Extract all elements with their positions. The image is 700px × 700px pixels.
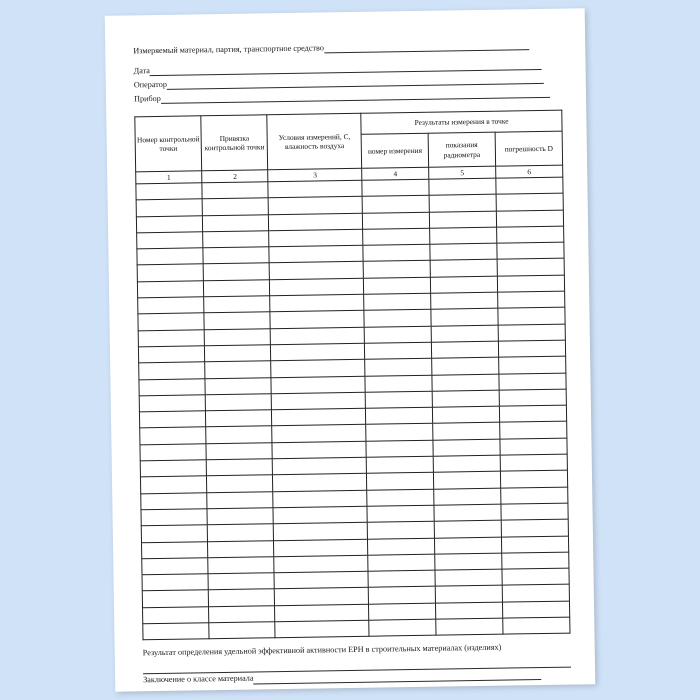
table-cell[interactable] (205, 394, 271, 411)
table-cell[interactable] (272, 408, 366, 426)
table-cell[interactable] (500, 470, 567, 487)
table-cell[interactable] (270, 311, 364, 329)
table-cell[interactable] (138, 313, 204, 330)
table-cell[interactable] (271, 376, 365, 394)
field-material-label: Измеряемый материал, партия, транспортное средство (133, 43, 324, 56)
table-cell[interactable] (268, 197, 362, 215)
table-cell[interactable] (203, 263, 269, 280)
column-header-point-reference: Привязка контрольной точки (201, 115, 268, 171)
table-cell[interactable] (432, 357, 499, 374)
column-number-3: 3 (268, 168, 362, 181)
table-cell[interactable] (499, 405, 566, 422)
table-cell[interactable] (137, 248, 203, 265)
column-header-radiometer-reading: показания радиометра (428, 133, 496, 168)
table-cell[interactable] (501, 503, 568, 520)
table-cell[interactable] (205, 361, 271, 378)
table-cell[interactable] (362, 179, 429, 196)
table-cell[interactable] (431, 292, 498, 309)
table-cell[interactable] (141, 525, 207, 542)
table-cell[interactable] (364, 293, 431, 310)
table-cell[interactable] (274, 555, 368, 573)
table-cell[interactable] (498, 291, 565, 308)
table-cell[interactable] (501, 519, 568, 536)
field-date-label: Дата (133, 66, 150, 76)
table-cell[interactable] (366, 440, 433, 457)
table-cell[interactable] (502, 585, 569, 602)
table-cell[interactable] (368, 570, 435, 587)
table-cell[interactable] (270, 327, 364, 345)
table-cell[interactable] (434, 504, 501, 521)
table-cell[interactable] (139, 362, 205, 379)
table-cell[interactable] (206, 410, 272, 427)
table-cell[interactable] (500, 422, 567, 439)
column-header-error-d: погрешность D (495, 132, 563, 167)
table-cell[interactable] (496, 193, 563, 210)
table-cell[interactable] (434, 537, 501, 554)
table-cell[interactable] (142, 574, 208, 591)
table-cell[interactable] (364, 277, 431, 294)
table-cell[interactable] (496, 177, 563, 194)
table-cell[interactable] (274, 539, 368, 557)
document-page (105, 8, 596, 691)
table-cell[interactable] (433, 423, 500, 440)
table-cell[interactable] (432, 390, 499, 407)
table-cell[interactable] (273, 457, 367, 475)
table-cell[interactable] (136, 183, 202, 200)
table-cell[interactable] (369, 587, 436, 604)
table-cell[interactable] (269, 229, 363, 247)
table-cell[interactable] (430, 276, 497, 293)
table-cell[interactable] (275, 588, 369, 606)
table-cell[interactable] (433, 439, 500, 456)
table-cell[interactable] (136, 199, 202, 216)
table-cell[interactable] (501, 536, 568, 553)
table-cell[interactable] (432, 406, 499, 423)
table-cell[interactable] (206, 459, 272, 476)
table-cell[interactable] (435, 602, 502, 619)
table-cell[interactable] (364, 326, 431, 343)
table-cell[interactable] (208, 540, 274, 557)
table-cell[interactable] (499, 389, 566, 406)
table-cell[interactable] (137, 281, 203, 298)
table-cell[interactable] (143, 606, 209, 623)
table-cell[interactable] (497, 259, 564, 276)
table-cell[interactable] (271, 360, 365, 378)
table-cell[interactable] (206, 426, 272, 443)
table-cell[interactable] (270, 294, 364, 312)
table-cell[interactable] (204, 312, 270, 329)
table-cell[interactable] (430, 243, 497, 260)
table-cell[interactable] (363, 228, 430, 245)
field-device-label: Прибор (133, 93, 161, 104)
footer-conclusion-input[interactable] (253, 671, 541, 685)
table-cell[interactable] (436, 618, 503, 635)
table-cell[interactable] (207, 508, 273, 525)
table-cell[interactable] (274, 571, 368, 589)
table-cell[interactable] (142, 558, 208, 575)
table-cell[interactable] (138, 329, 204, 346)
table-cell[interactable] (434, 488, 501, 505)
table-cell[interactable] (139, 378, 205, 395)
table-cell[interactable] (429, 211, 496, 228)
table-cell[interactable] (499, 356, 566, 373)
table-cell[interactable] (503, 617, 570, 634)
field-operator-label: Оператор (133, 79, 167, 90)
table-cell[interactable] (433, 455, 500, 472)
page-content (133, 39, 571, 685)
table-cell[interactable] (209, 622, 275, 639)
table-cell[interactable] (367, 521, 434, 538)
table-cell[interactable] (140, 427, 206, 444)
table-cell[interactable] (365, 358, 432, 375)
table-cell[interactable] (429, 194, 496, 211)
table-cell[interactable] (502, 568, 569, 585)
document-footer (143, 641, 572, 687)
table-cell[interactable] (496, 210, 563, 227)
table-cell[interactable] (498, 324, 565, 341)
footer-result-label: Результат определения удельной эффективной активности ЕРН в строительных материалах (изделиях) (142, 642, 502, 658)
table-cell[interactable] (274, 522, 368, 540)
table-cell[interactable] (273, 506, 367, 524)
measurements-table (134, 110, 570, 641)
table-cell[interactable] (272, 392, 366, 410)
table-cell[interactable] (429, 178, 496, 195)
table-cell[interactable] (435, 586, 502, 603)
table-cell[interactable] (502, 601, 569, 618)
table-cell[interactable] (138, 297, 204, 314)
table-cell[interactable] (365, 391, 432, 408)
table-cell[interactable] (269, 245, 363, 263)
table-cell[interactable] (137, 264, 203, 281)
table-cell[interactable] (142, 590, 208, 607)
table-cell[interactable] (207, 475, 273, 492)
table-cell[interactable] (365, 375, 432, 392)
column-header-conditions: Условия измерений, С, влажность воздуха (267, 113, 362, 169)
table-cell[interactable] (435, 553, 502, 570)
footer-conclusion-label: Заключение о классе материала (143, 673, 254, 685)
table-cell[interactable] (434, 520, 501, 537)
table-cell[interactable] (141, 509, 207, 526)
table-cell[interactable] (366, 424, 433, 441)
field-device-input[interactable] (161, 89, 550, 104)
table-cell[interactable] (365, 342, 432, 359)
table-cell[interactable] (271, 343, 365, 361)
table-cell[interactable] (143, 623, 209, 640)
table-cell[interactable] (363, 212, 430, 229)
table-cell[interactable] (273, 474, 367, 492)
table-cell[interactable] (272, 425, 366, 443)
column-number-1: 1 (136, 171, 202, 184)
table-cell[interactable] (499, 373, 566, 390)
field-material (133, 39, 561, 57)
table-cell[interactable] (435, 569, 502, 586)
table-cell[interactable] (497, 226, 564, 243)
table-cell[interactable] (366, 407, 433, 424)
table-cell[interactable] (139, 395, 205, 412)
column-number-6: 6 (496, 165, 563, 178)
table-cell[interactable] (497, 242, 564, 259)
table-cell[interactable] (500, 454, 567, 471)
table-cell[interactable] (141, 492, 207, 509)
table-cell[interactable] (205, 345, 271, 362)
table-cell[interactable] (366, 456, 433, 473)
table-cell[interactable] (367, 473, 434, 490)
table-cell[interactable] (204, 296, 270, 313)
table-cell[interactable] (137, 232, 203, 249)
column-number-2: 2 (202, 170, 268, 183)
table-cell[interactable] (497, 275, 564, 292)
table-cell[interactable] (369, 619, 436, 636)
table-cell[interactable] (140, 444, 206, 461)
table-cell[interactable] (429, 227, 496, 244)
table-cell[interactable] (269, 262, 363, 280)
table-cell[interactable] (208, 589, 274, 606)
table-cell[interactable] (204, 328, 270, 345)
table-cell[interactable] (202, 198, 268, 215)
table-cell[interactable] (368, 538, 435, 555)
table-cell[interactable] (275, 604, 369, 622)
table-cell[interactable] (270, 278, 364, 296)
table-cell[interactable] (501, 487, 568, 504)
table-cell[interactable] (431, 325, 498, 342)
table-cell[interactable] (364, 310, 431, 327)
table-cell[interactable] (269, 213, 363, 231)
table-cell[interactable] (430, 260, 497, 277)
table-cell[interactable] (433, 471, 500, 488)
table-cell[interactable] (498, 340, 565, 357)
table-cell[interactable] (140, 460, 206, 477)
table-cell[interactable] (203, 231, 269, 248)
table-cell[interactable] (203, 247, 269, 264)
table-cell[interactable] (204, 280, 270, 297)
column-number-4: 4 (362, 167, 429, 180)
table-cell[interactable] (272, 441, 366, 459)
table-cell[interactable] (138, 346, 204, 363)
column-header-point-number: Номер контрольной точки (135, 116, 202, 172)
table-cell[interactable] (141, 541, 207, 558)
table-cell[interactable] (136, 215, 202, 232)
table-cell[interactable] (363, 244, 430, 261)
table-cell[interactable] (205, 377, 271, 394)
table-cell[interactable] (273, 490, 367, 508)
table-body (136, 177, 570, 640)
table-cell[interactable] (207, 491, 273, 508)
table-cell[interactable] (367, 505, 434, 522)
table-cell[interactable] (208, 573, 274, 590)
table-cell[interactable] (268, 180, 362, 198)
column-header-group-results: Результаты измерения в точке (361, 110, 562, 135)
table-cell[interactable] (362, 196, 429, 213)
table-cell[interactable] (207, 524, 273, 541)
table-cell[interactable] (363, 261, 430, 278)
column-header-measurement-number: номер измерения (361, 134, 428, 169)
table-cell[interactable] (209, 605, 275, 622)
table-cell[interactable] (432, 374, 499, 391)
table-cell[interactable] (275, 620, 369, 638)
table-cell[interactable] (431, 341, 498, 358)
field-material-input[interactable] (324, 41, 529, 53)
table-cell[interactable] (140, 476, 206, 493)
table-head (135, 110, 563, 184)
table-cell[interactable] (202, 182, 268, 199)
table-cell[interactable] (208, 557, 274, 574)
table-cell[interactable] (502, 552, 569, 569)
table-cell[interactable] (368, 554, 435, 571)
table-cell[interactable] (498, 307, 565, 324)
table-cell[interactable] (139, 411, 205, 428)
table-cell[interactable] (431, 309, 498, 326)
table-cell[interactable] (369, 603, 436, 620)
table-cell[interactable] (500, 438, 567, 455)
table-cell[interactable] (203, 214, 269, 231)
table-cell[interactable] (367, 489, 434, 506)
column-number-5: 5 (429, 166, 496, 179)
table-cell[interactable] (206, 442, 272, 459)
